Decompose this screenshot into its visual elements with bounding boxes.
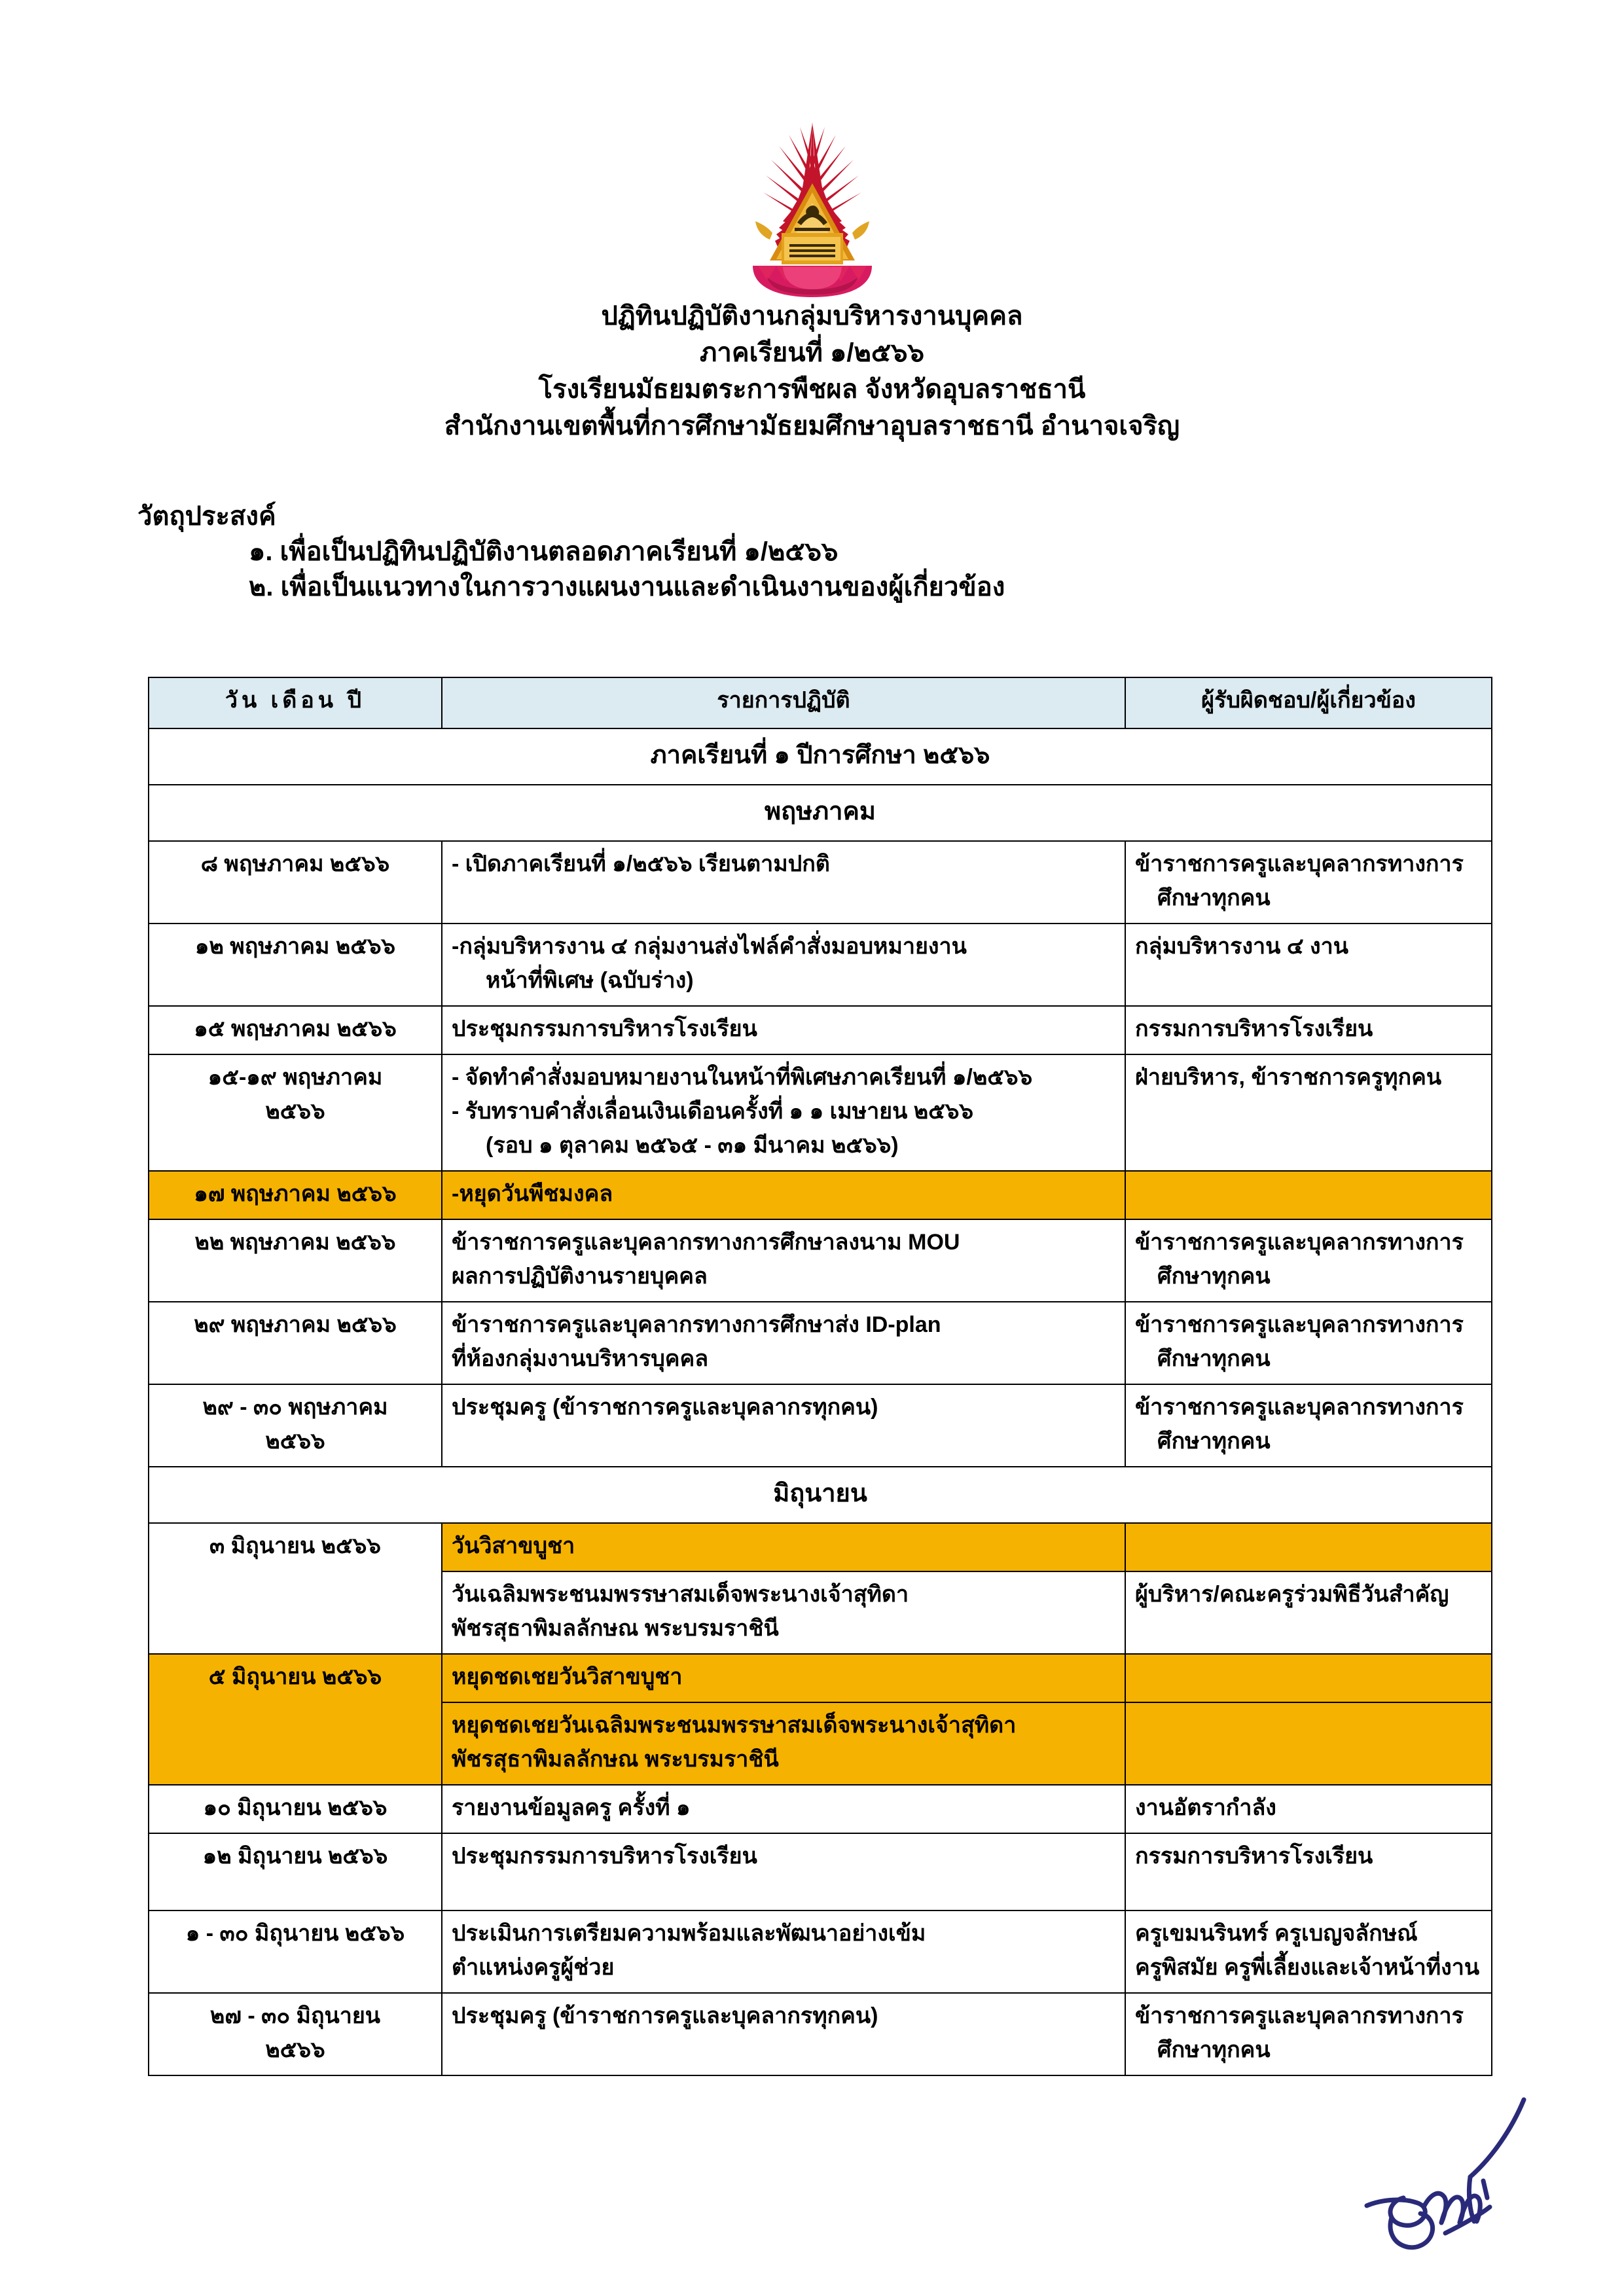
table-row: [149, 1054, 1492, 1171]
activity-line-2: ผลการปฏิบัติงานรายบุคคล: [452, 1264, 708, 1289]
row-responsible-holiday: [1125, 1654, 1492, 1702]
table-row: [149, 1910, 1492, 1993]
row-activity-holiday: [442, 1702, 1125, 1785]
row-date: ๑๒ มิถุนายน ๒๕๖๖: [149, 1833, 442, 1910]
responsible-line-1: ข้าราชการครูและบุคลากรทางการ: [1135, 852, 1464, 876]
table-row: [149, 1993, 1492, 2075]
table-header-row: [149, 677, 1492, 728]
row-date-line-1: ๒๙ - ๓๐ พฤษภาคม: [202, 1395, 388, 1420]
row-responsible: ฝ่ายบริหาร, ข้าราชการครูทุกคน: [1125, 1054, 1492, 1171]
row-date: ๑๕ พฤษภาคม ๒๕๖๖: [149, 1006, 442, 1054]
month-label-june: มิถุนายน: [149, 1467, 1492, 1523]
document-title-block: [0, 298, 1624, 444]
row-activity: [442, 1302, 1125, 1384]
row-date-line-2: ๒๕๖๖: [265, 2037, 325, 2062]
term-banner-row: [149, 728, 1492, 785]
table-row: [149, 1384, 1492, 1467]
activity-line-2: พัชรสุธาพิมลลักษณ พระบรมราชินี: [452, 1616, 779, 1641]
responsible-line-2: ศึกษาทุกคน: [1157, 1429, 1271, 1454]
responsible-line-2: ศึกษาทุกคน: [1157, 886, 1271, 910]
emblem-container: [0, 110, 1624, 300]
row-date: [149, 1384, 442, 1467]
school-name: โรงเรียนมัธยมตระการพืชผล จังหวัดอุบลราชธานี: [538, 375, 1086, 404]
column-header-activity: รายการปฏิบัติ: [442, 677, 1125, 728]
row-date-line-2: ๒๕๖๖: [265, 1429, 325, 1454]
responsible-line-1: ข้าราชการครูและบุคลากรทางการ: [1135, 1395, 1464, 1420]
objectives-section: [137, 499, 1486, 605]
calendar-table-container: [148, 677, 1491, 2076]
row-date: ๑๒ พฤษภาคม ๒๕๖๖: [149, 924, 442, 1006]
table-row: [149, 1523, 1492, 1571]
activity-line-1: หยุดชดเชยวันเฉลิมพระชนมพรรษาสมเด็จพระนางเจ้าสุทิดา: [452, 1713, 1017, 1738]
activity-line-1: ข้าราชการครูและบุคลากรทางการศึกษาลงนาม MOU: [452, 1230, 960, 1255]
month-row-june: [149, 1467, 1492, 1523]
activity-line-2: ที่ห้องกลุ่มงานบริหารบุคคล: [452, 1346, 709, 1371]
page-title: ปฏิทินปฏิบัติงานกลุ่มบริหารงานบุคคล: [601, 302, 1023, 331]
activity-line-2: ตำแหน่งครูผู้ช่วย: [452, 1955, 615, 1980]
ministry-of-education-emblem-icon: [727, 110, 898, 300]
term-banner-cell: ภาคเรียนที่ ๑ ปีการศึกษา ๒๕๖๖: [149, 728, 1492, 785]
row-date: ๕ มิถุนายน ๒๕๖๖: [149, 1654, 442, 1785]
objective-item-2: ๒. เพื่อเป็นแนวทางในการวางแผนงานและดำเนินงานของผู้เกี่ยวข้อง: [249, 573, 1005, 601]
month-label-may: พฤษภาคม: [149, 785, 1492, 841]
activity-line-1: ประเมินการเตรียมความพร้อมและพัฒนาอย่างเข้ม: [452, 1921, 926, 1946]
row-responsible: [1125, 924, 1492, 1006]
row-date: ๘ พฤษภาคม ๒๕๖๖: [149, 841, 442, 924]
row-date: ๑๐ มิถุนายน ๒๕๖๖: [149, 1785, 442, 1833]
table-row-holiday: [149, 1654, 1492, 1702]
term-subtitle: ภาคเรียนที่ ๑/๒๕๖๖: [700, 338, 924, 367]
calendar-table: [148, 677, 1492, 2076]
row-activity: [442, 1571, 1125, 1654]
row-responsible: [1125, 1384, 1492, 1467]
activity-line-1: - จัดทำคำสั่งมอบหมายงานในหน้าที่พิเศษภาคเรียนที่ ๑/๒๕๖๖: [452, 1065, 1033, 1090]
row-date: ๑ - ๓๐ มิถุนายน ๒๕๖๖: [149, 1910, 442, 1993]
table-row: [149, 1006, 1492, 1054]
row-activity-holiday: หยุดชดเชยวันวิสาขบูชา: [442, 1654, 1125, 1702]
office-name: สำนักงานเขตพื้นที่การศึกษามัธยมศึกษาอุบลราชธานี อำนาจเจริญ: [444, 412, 1180, 440]
activity-line-3: (รอบ ๑ ตุลาคม ๒๕๖๕ - ๓๑ มีนาคม ๒๕๖๖): [486, 1133, 899, 1158]
table-row: [149, 1219, 1492, 1302]
row-responsible: กรรมการบริหารโรงเรียน: [1125, 1006, 1492, 1054]
row-responsible: ผู้บริหาร/คณะครูร่วมพิธีวันสำคัญ: [1125, 1571, 1492, 1654]
responsible-line-1: กลุ่มบริหารงาน ๔ งาน: [1135, 934, 1348, 959]
row-responsible: [1125, 1302, 1492, 1384]
responsible-line-2: ศึกษาทุกคน: [1157, 2037, 1271, 2062]
responsible-line-2: ศึกษาทุกคน: [1157, 1346, 1271, 1371]
month-row-may: [149, 785, 1492, 841]
row-activity: ประชุมครู (ข้าราชการครูและบุคลากรทุกคน): [442, 1993, 1125, 2075]
row-activity: [442, 1054, 1125, 1171]
row-date: [149, 1054, 442, 1171]
row-activity: [442, 1219, 1125, 1302]
table-row: [149, 924, 1492, 1006]
activity-line-1: -กลุ่มบริหารงาน ๔ กลุ่มงานส่งไฟล์คำสั่งมอบหมายงาน: [452, 934, 967, 959]
table-row: [149, 1833, 1492, 1910]
row-activity: [442, 1910, 1125, 1993]
row-responsible: กรรมการบริหารโรงเรียน: [1125, 1833, 1492, 1910]
row-responsible: [1125, 841, 1492, 924]
table-row: [149, 841, 1492, 924]
handwritten-signature: [1296, 2094, 1571, 2291]
row-responsible: งานอัตรากำลัง: [1125, 1785, 1492, 1833]
row-spacer: [452, 1873, 1115, 1902]
row-spacer: [452, 881, 1115, 910]
activity-line-2: พัชรสุธาพิมลลักษณ พระบรมราชินี: [452, 1747, 779, 1772]
row-responsible: [1125, 1910, 1492, 1993]
row-activity: ประชุมกรรมการบริหารโรงเรียน: [442, 1006, 1125, 1054]
row-responsible: [1125, 1219, 1492, 1302]
row-date: ๒๒ พฤษภาคม ๒๕๖๖: [149, 1219, 442, 1302]
row-responsible: [1125, 1171, 1492, 1219]
row-responsible-holiday: [1125, 1523, 1492, 1571]
responsible-line-1: ครูเขมนรินทร์ ครูเบญจลักษณ์: [1135, 1921, 1418, 1946]
row-date: ๒๙ พฤษภาคม ๒๕๖๖: [149, 1302, 442, 1384]
column-header-date: วัน เดือน ปี: [149, 677, 442, 728]
activity-line-1: - เปิดภาคเรียนที่ ๑/๒๕๖๖ เรียนตามปกติ: [452, 852, 830, 876]
table-row: [149, 1785, 1492, 1833]
responsible-line-2: ศึกษาทุกคน: [1157, 1264, 1271, 1289]
row-activity: ประชุมครู (ข้าราชการครูและบุคลากรทุกคน): [442, 1384, 1125, 1467]
activity-line-1: ประชุมกรรมการบริหารโรงเรียน: [452, 1844, 757, 1869]
row-responsible: [1125, 1993, 1492, 2075]
objectives-heading: วัตถุประสงค์: [137, 502, 276, 531]
row-date-line-2: ๒๕๖๖: [265, 1099, 325, 1124]
responsible-line-1: ข้าราชการครูและบุคลากรทางการ: [1135, 1230, 1464, 1255]
activity-line-1: วันเฉลิมพระชนมพรรษาสมเด็จพระนางเจ้าสุทิดา: [452, 1582, 909, 1607]
row-date: ๓ มิถุนายน ๒๕๖๖: [149, 1523, 442, 1654]
row-activity: [442, 924, 1125, 1006]
row-date: ๑๗ พฤษภาคม ๒๕๖๖: [149, 1171, 442, 1219]
column-header-responsible: ผู้รับผิดชอบ/ผู้เกี่ยวข้อง: [1125, 677, 1492, 728]
responsible-line-2: ครูพิสมัย ครูพี่เลี้ยงและเจ้าหน้าที่งาน: [1135, 1955, 1480, 1980]
activity-line-2: - รับทราบคำสั่งเลื่อนเงินเดือนครั้งที่ ๑ ๑ เมษายน ๒๕๖๖: [452, 1099, 974, 1124]
table-row: [149, 1302, 1492, 1384]
row-activity: [442, 1833, 1125, 1910]
responsible-line-1: ข้าราชการครูและบุคลากรทางการ: [1135, 2003, 1464, 2028]
table-row-holiday: [149, 1171, 1492, 1219]
row-activity: -หยุดวันพืชมงคล: [442, 1171, 1125, 1219]
responsible-line-1: ข้าราชการครูและบุคลากรทางการ: [1135, 1312, 1464, 1337]
row-date-line-1: ๒๗ - ๓๐ มิถุนายน: [209, 2003, 381, 2028]
row-date: [149, 1993, 442, 2075]
row-activity: รายงานข้อมูลครู ครั้งที่ ๑: [442, 1785, 1125, 1833]
row-date-line-1: ๑๕-๑๙ พฤษภาคม: [208, 1065, 383, 1090]
objective-item-1: ๑. เพื่อเป็นปฏิทินปฏิบัติงานตลอดภาคเรียนที่ ๑/๒๕๖๖: [249, 537, 839, 566]
row-responsible-holiday: [1125, 1702, 1492, 1785]
row-activity-holiday: วันวิสาขบูชา: [442, 1523, 1125, 1571]
activity-line-2: หน้าที่พิเศษ (ฉบับร่าง): [486, 968, 694, 993]
activity-line-1: ข้าราชการครูและบุคลากรทางการศึกษาส่ง ID-plan: [452, 1312, 941, 1337]
row-activity: [442, 841, 1125, 924]
